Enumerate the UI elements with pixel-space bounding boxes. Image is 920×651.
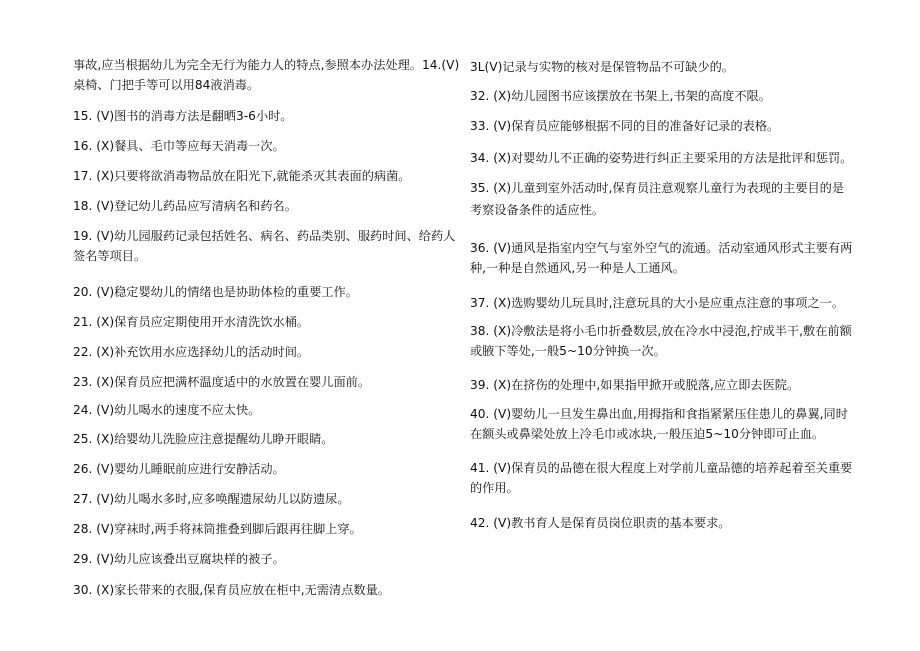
- list-item: [73, 403, 455, 418]
- item-line: 19. (V)幼儿园服药记录包括姓名、病名、药品类别、服药时间、给药人: [73, 229, 456, 243]
- list-item: [470, 461, 855, 496]
- list-item: [470, 60, 855, 75]
- list-item: [73, 169, 455, 184]
- item-line: 36. (V)通风是指室内空气与室外空气的流通。活动室通风形式主要有两: [470, 241, 853, 255]
- list-item: [73, 58, 460, 93]
- item-line: 事故,应当根据幼儿为完全无行为能力人的特点,参照本办法处理。14.(V): [73, 58, 460, 72]
- list-item: [73, 109, 455, 124]
- item-line: 27. (V)幼儿喝水多时,应多唤醒遗尿幼儿以防遗尿。: [73, 492, 350, 506]
- list-item: [470, 119, 855, 134]
- list-item: [470, 151, 855, 166]
- item-line: 29. (V)幼儿应该叠出豆腐块样的被子。: [73, 552, 285, 566]
- list-item: [73, 462, 455, 477]
- item-line: 或腋下等处,一般5~10分钟换一次。: [470, 344, 666, 358]
- item-line: 40. (V)婴幼儿一旦发生鼻出血,用拇指和食指紧紧压住患儿的鼻翼,同时: [470, 407, 848, 421]
- item-line: 21. (X)保育员应定期使用开水清洗饮水桶。: [73, 315, 310, 329]
- item-line: 32. (X)幼儿园图书应该摆放在书架上,书架的高度不限。: [470, 89, 771, 103]
- item-line: 38. (X)冷敷法是将小毛巾折叠数层,放在冷水中浸泡,拧成半干,敷在前额: [470, 324, 852, 338]
- list-item: [470, 378, 855, 393]
- item-line: 桌椅、门把手等可以用84液消毒。: [73, 78, 260, 92]
- item-line: 33. (V)保育员应能够根据不同的目的准备好记录的表格。: [470, 119, 780, 133]
- list-item: [470, 296, 855, 311]
- item-line: 3L(V)记录与实物的核对是保管物品不可缺少的。: [470, 60, 734, 74]
- list-item: [73, 139, 455, 154]
- list-item: [470, 89, 855, 104]
- item-line: 23. (X)保育员应把满杯温度适中的水放置在婴儿面前。: [73, 375, 371, 389]
- item-line: 17. (X)只要将欲消毒物品放在阳光下,就能杀灭其表面的病菌。: [73, 169, 411, 183]
- item-line: 30. (X)家长带来的衣服,保育员应放在柜中,无需清点数量。: [73, 583, 390, 597]
- list-item: [470, 241, 855, 276]
- item-line: 24. (V)幼儿喝水的速度不应太快。: [73, 403, 261, 417]
- item-line: 16. (X)餐具、毛巾等应每天消毒一次。: [73, 139, 285, 153]
- item-line: 26. (V)婴幼儿睡眠前应进行安静活动。: [73, 462, 285, 476]
- list-item: [73, 583, 455, 598]
- list-item: [470, 324, 855, 359]
- item-line: 28. (V)穿袜时,两手将袜筒推叠到脚后跟再往脚上穿。: [73, 522, 362, 536]
- item-line: 考察设备条件的适应性。: [470, 203, 605, 217]
- item-line: 签名等项目。: [73, 249, 147, 263]
- list-item: [470, 181, 855, 218]
- item-line: 22. (X)补充饮用水应选择幼儿的活动时间。: [73, 345, 310, 359]
- list-item: [73, 552, 455, 567]
- item-line: 35. (X)儿童到室外活动时,保育员注意观察儿童行为表现的主要目的是: [470, 181, 845, 195]
- list-item: [73, 345, 455, 360]
- list-item: [73, 199, 455, 214]
- list-item: [73, 522, 455, 537]
- list-item: [73, 492, 455, 507]
- item-line: 25. (X)给婴幼儿洗脸应注意提醒幼儿睁开眼睛。: [73, 432, 334, 446]
- list-item: [73, 432, 455, 447]
- item-line: 种,一种是自然通风,另一种是人工通风。: [470, 261, 685, 275]
- item-line: 15. (V)图书的消毒方法是翻晒3-6小时。: [73, 109, 293, 123]
- item-line: 的作用。: [470, 481, 519, 495]
- item-line: 在额头或鼻梁处放上冷毛巾或冰块,一般压迫5~10分钟即可止血。: [470, 427, 825, 441]
- list-item: [470, 407, 855, 442]
- item-line: 18. (V)登记幼儿药品应写清病名和药名。: [73, 199, 297, 213]
- item-line: 41. (V)保育员的品德在很大程度上对学前儿童品德的培养起着至关重要: [470, 461, 853, 475]
- item-line: 20. (V)稳定婴幼儿的情绪也是协助体检的重要工作。: [73, 285, 358, 299]
- item-line: 37. (X)选购婴幼儿玩具时,注意玩具的大小是应重点注意的事项之一。: [470, 296, 845, 310]
- list-item: [73, 315, 455, 330]
- list-item: [73, 229, 455, 264]
- list-item: [470, 516, 855, 531]
- item-line: 39. (X)在挤伤的处理中,如果指甲掀开或脱落,应立即去医院。: [470, 378, 800, 392]
- item-line: 34. (X)对婴幼儿不正确的姿势进行纠正主要采用的方法是批评和惩罚。: [470, 151, 853, 165]
- list-item: [73, 285, 455, 300]
- list-item: [73, 375, 455, 390]
- item-line: 42. (V)教书育人是保育员岗位职责的基本要求。: [470, 516, 731, 530]
